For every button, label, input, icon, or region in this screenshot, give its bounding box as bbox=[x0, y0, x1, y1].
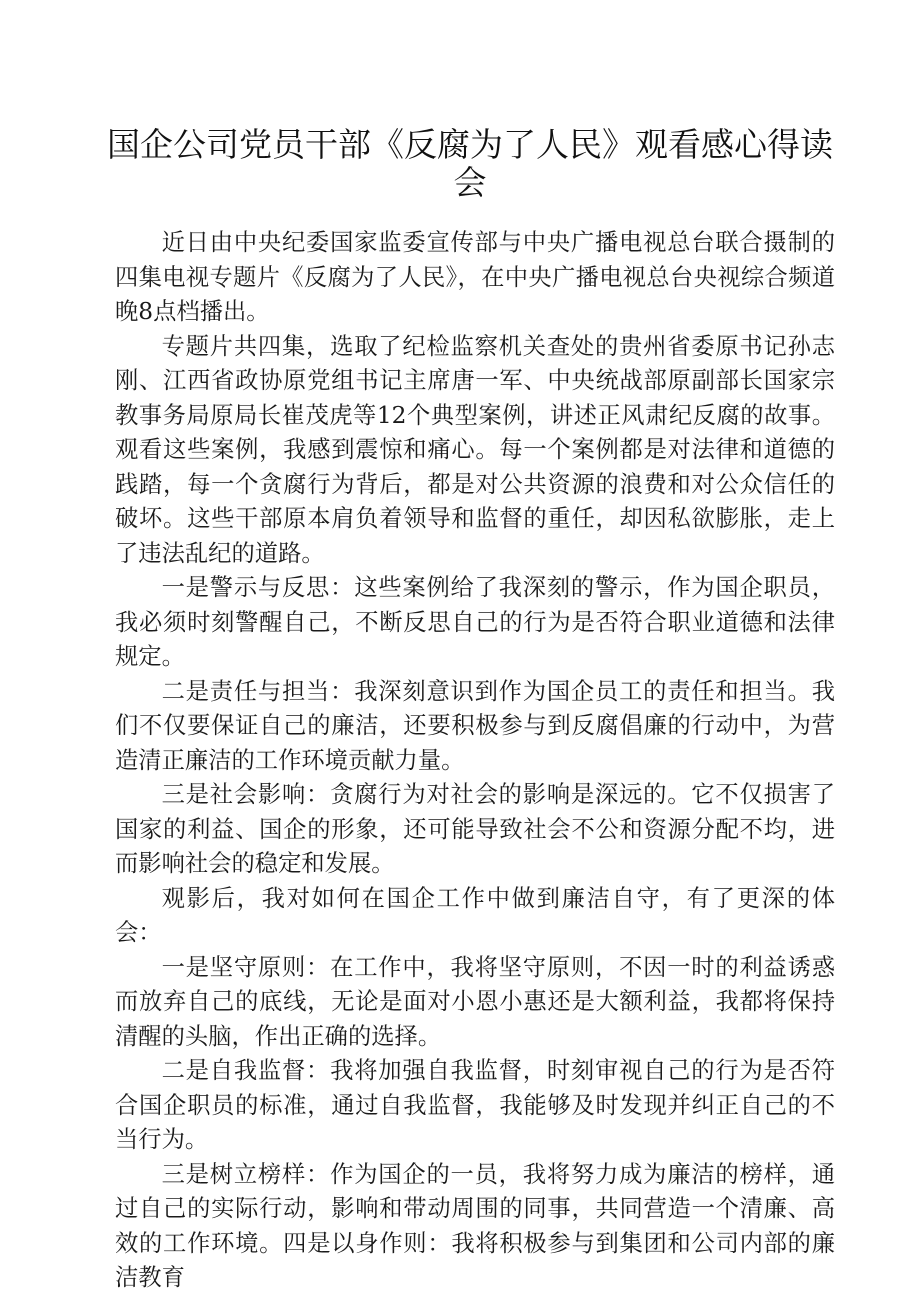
paragraph-self-supervision: 二是自我监督：我将加强自我监督，时刻审视自己的行为是否符合国企职员的标准，通过自我监督，我能够及时发现并纠正自己的不当行为。 bbox=[115, 1057, 835, 1153]
document-title: 国企公司党员干部《反腐为了人民》观看感心得读会 bbox=[107, 125, 833, 202]
paragraph-responsibility: 二是责任与担当：我深刻意识到作为国企员工的责任和担当。我们不仅要保证自己的廉洁，还要积极参与到反腐倡廉的行动中，为营造清正廉洁的工作环境贡献力量。 bbox=[115, 677, 835, 774]
paragraph-after-viewing: 观影后，我对如何在国企工作中做到廉洁自守，有了更深的体会： bbox=[115, 884, 835, 946]
paragraph-principles: 一是坚守原则：在工作中，我将坚守原则，不因一时的利益诱惑而放弃自己的底线，无论是面对小恩小惠还是大额利益，我都将保持清醒的头脑，作出正确的选择。 bbox=[115, 953, 835, 1050]
paragraph-role-model: 三是树立榜样：作为国企的一员，我将努力成为廉洁的榜样，通过自己的实际行动，影响和带动周围的同事，共同营造一个清廉、高效的工作环境。四是以身作则：我将积极参与到集团和公司内部的廉洁教育 bbox=[115, 1160, 835, 1291]
paragraph-warning: 一是警示与反思：这些案例给了我深刻的警示，作为国企职员，我必须时刻警醒自己，不断反思自己的行为是否符合职业道德和法律规定。 bbox=[115, 574, 835, 670]
paragraph-overview: 专题片共四集，选取了纪检监察机关查处的贵州省委原书记孙志刚、江西省政协原党组书记主席唐一军、中央统战部原副部长国家宗教事务局原局长崔茂虎等12个典型案例，讲述正风肃纪反腐的故事。观看这些案例，我感到震惊和痛心。每一个案例都是对法律和道德的践踏，每一个贪腐行为背后，都是对公共资源的浪费和对公众信任的破坏。这些干部原本肩负着领导和监督的重任，却因私欲膨胀，走上了违法乱纪的道路。 bbox=[115, 332, 835, 567]
paragraph-intro: 近日由中央纪委国家监委宣传部与中央广播电视总台联合摄制的四集电视专题片《反腐为了人民》，在中央广播电视总台央视综合频道晚8点档播出。 bbox=[115, 229, 835, 325]
paragraph-social-impact: 三是社会影响：贪腐行为对社会的影响是深远的。它不仅损害了国家的利益、国企的形象，还可能导致社会不公和资源分配不均，进而影响社会的稳定和发展。 bbox=[115, 781, 835, 877]
document-body bbox=[115, 226, 835, 1296]
